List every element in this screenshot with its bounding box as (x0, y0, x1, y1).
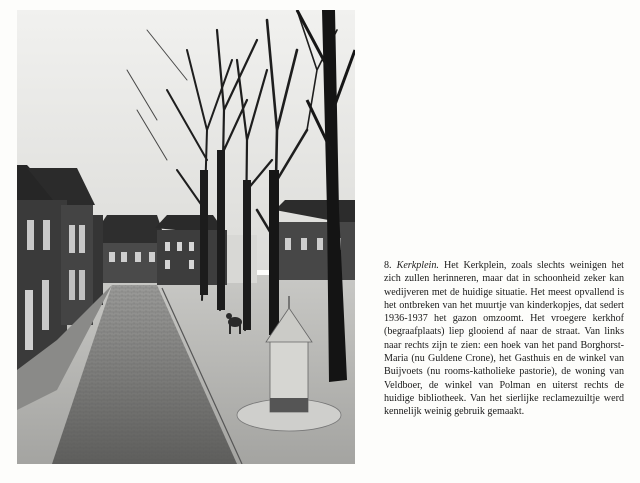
caption-text: Het Kerkplein, zoals slechts weinigen het zich zullen herinneren, maar dat in schoonheid zeker kan wedijveren met de huidige situatie. Het meest opvallend is het ontbreken van het muurtje van kinderkopjes, dat sedert 1936-1937 het gazon omzoomt. Het vroegere kerkhof (begraafplaats) liep glooiend af naar de straat. Van links naar rechts zijn te zien: een hoek van het pand Borghorst-Maria (nu Guldene Crone), het Gasthuis en de winkel van Buijvoets (nu rooms-katholieke pastorie), de woning van Veldboer, de winkel van Polman en uiterst rechts de huidige bibliotheek. Van het sierlijke reclamezuiltje werd kennelijk weinig gebruik gemaakt. (384, 260, 624, 418)
photo-caption (384, 259, 624, 419)
caption-number: 8. (384, 260, 392, 271)
tree-trunk (217, 150, 225, 310)
tree-trunk (243, 180, 251, 330)
tree-trunk (269, 170, 279, 335)
tree-trunk (200, 170, 208, 295)
caption-title: Kerkplein. (396, 260, 439, 271)
historic-photo (17, 10, 355, 464)
